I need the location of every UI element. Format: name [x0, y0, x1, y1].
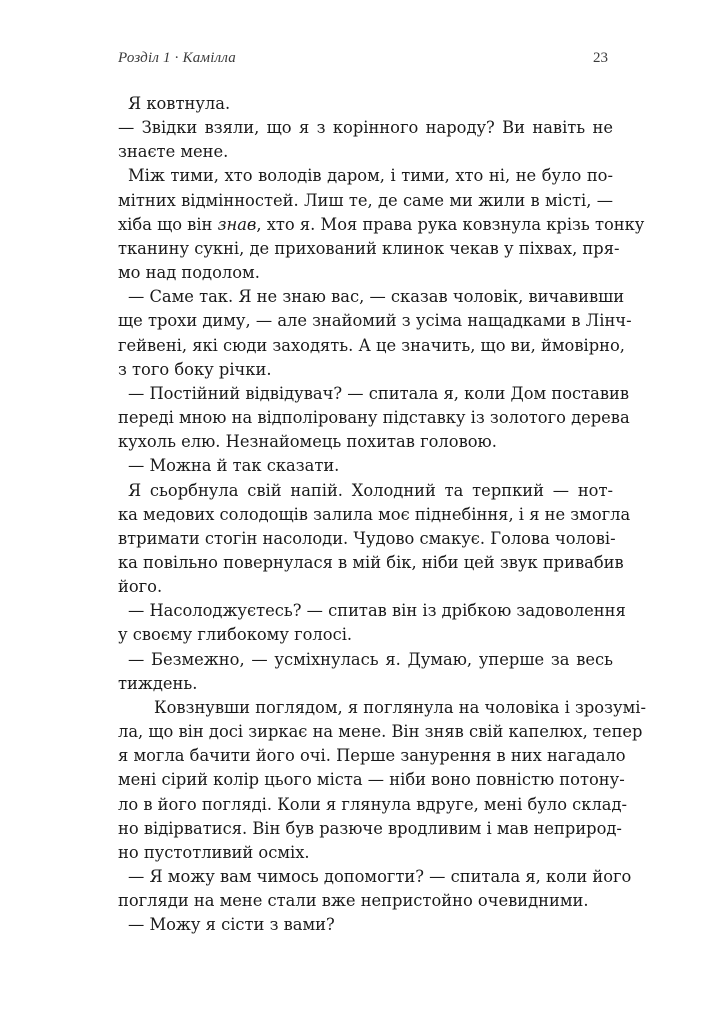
- text-line: погляди на мене стали вже непристойно очевидними.: [118, 891, 589, 911]
- text-line: — Постійний відвідувач? — спитала я, коли Дом поставив: [128, 383, 630, 403]
- text-line: ла, що він досі зиркає на мене. Він зняв свій капелюх, тепер: [118, 722, 643, 742]
- text-line: знаєте мене.: [118, 142, 229, 162]
- text-line: [118, 213, 645, 237]
- text-line: тиждень.: [118, 673, 198, 693]
- text-line: но пустотливий осміх.: [118, 842, 310, 862]
- text-line: я могла бачити його очі. Перше занурення в них нагадало: [118, 746, 626, 766]
- emphasis-text: знав: [217, 214, 257, 234]
- text-line: гейвені, які сюди заходять. А це значить, що ви, ймовірно,: [118, 335, 625, 355]
- text-fragment: хіба що він: [118, 214, 218, 234]
- text-line: ка повільно повернулася в мій бік, ніби цей звук привабив: [118, 552, 624, 572]
- text-line: Я сьорбнула свій напій. Холодний та терпкий — нот-: [128, 480, 613, 500]
- text-line: тканину сукні, де прихований клинок чекав у піхвах, пря-: [118, 238, 620, 258]
- text-line: Я ковтнула.: [128, 94, 231, 113]
- text-line: у своєму глибокому голосі.: [118, 625, 353, 645]
- text-line: Ковзнувши поглядом, я поглянула на чоловіка і зрозумі-: [154, 697, 646, 717]
- chapter-title: Розділ 1 · Камілла: [118, 50, 236, 66]
- text-line: мені сірий колір цього міста — ніби воно повністю потону-: [118, 770, 625, 790]
- text-line: — Саме так. Я не знаю вас, — сказав чоловік, вичавивши: [128, 287, 625, 307]
- text-line: — Безмежно, — усміхнулась я. Думаю, уперше за весь: [128, 649, 613, 669]
- text-line: — Можна й так сказати.: [128, 456, 340, 476]
- text-line: ка медових солодощів залила моє піднебіння, і я не змогла: [118, 504, 631, 524]
- text-line: кухоль елю. Незнайомець похитав головою.: [118, 432, 497, 452]
- text-line: мітних відмінностей. Лиш те, де саме ми жили в місті, —: [118, 190, 613, 210]
- text-line: з того боку річки.: [118, 359, 272, 379]
- text-line: ло в його погляді. Коли я глянула вдруге, мені було склад-: [118, 794, 628, 814]
- text-line: втримати стогін насолоди. Чудово смакує. Голова чолові-: [118, 528, 616, 548]
- text-line: — Я можу вам чимось допомогти? — спитала я, коли його: [128, 867, 632, 886]
- text-line: — Звідки взяли, що я з корінного народу? Ви навіть не: [118, 118, 613, 138]
- running-header: [118, 50, 608, 74]
- text-line: — Насолоджуєтесь? — спитав він із дрібкою задоволення: [128, 601, 626, 621]
- page-number: 23: [593, 50, 608, 66]
- text-line: Між тими, хто володів даром, і тими, хто ні, не було по-: [128, 166, 613, 186]
- text-line: но відірватися. Він був разюче вродливим і мав неприрод-: [118, 818, 622, 838]
- text-line: його.: [118, 577, 163, 597]
- text-fragment: , хто я. Моя права рука ковзнула крізь тонку: [256, 214, 645, 234]
- text-line: — Можу я сісти з вами?: [128, 915, 335, 935]
- text-line: переді мною на відполіровану підставку із золотого дерева: [118, 408, 630, 428]
- text-line: ще трохи диму, — але знайомий з усіма нащадками в Лінч-: [118, 311, 632, 331]
- body-text: [118, 92, 646, 937]
- text-line: мо над подолом.: [118, 263, 260, 283]
